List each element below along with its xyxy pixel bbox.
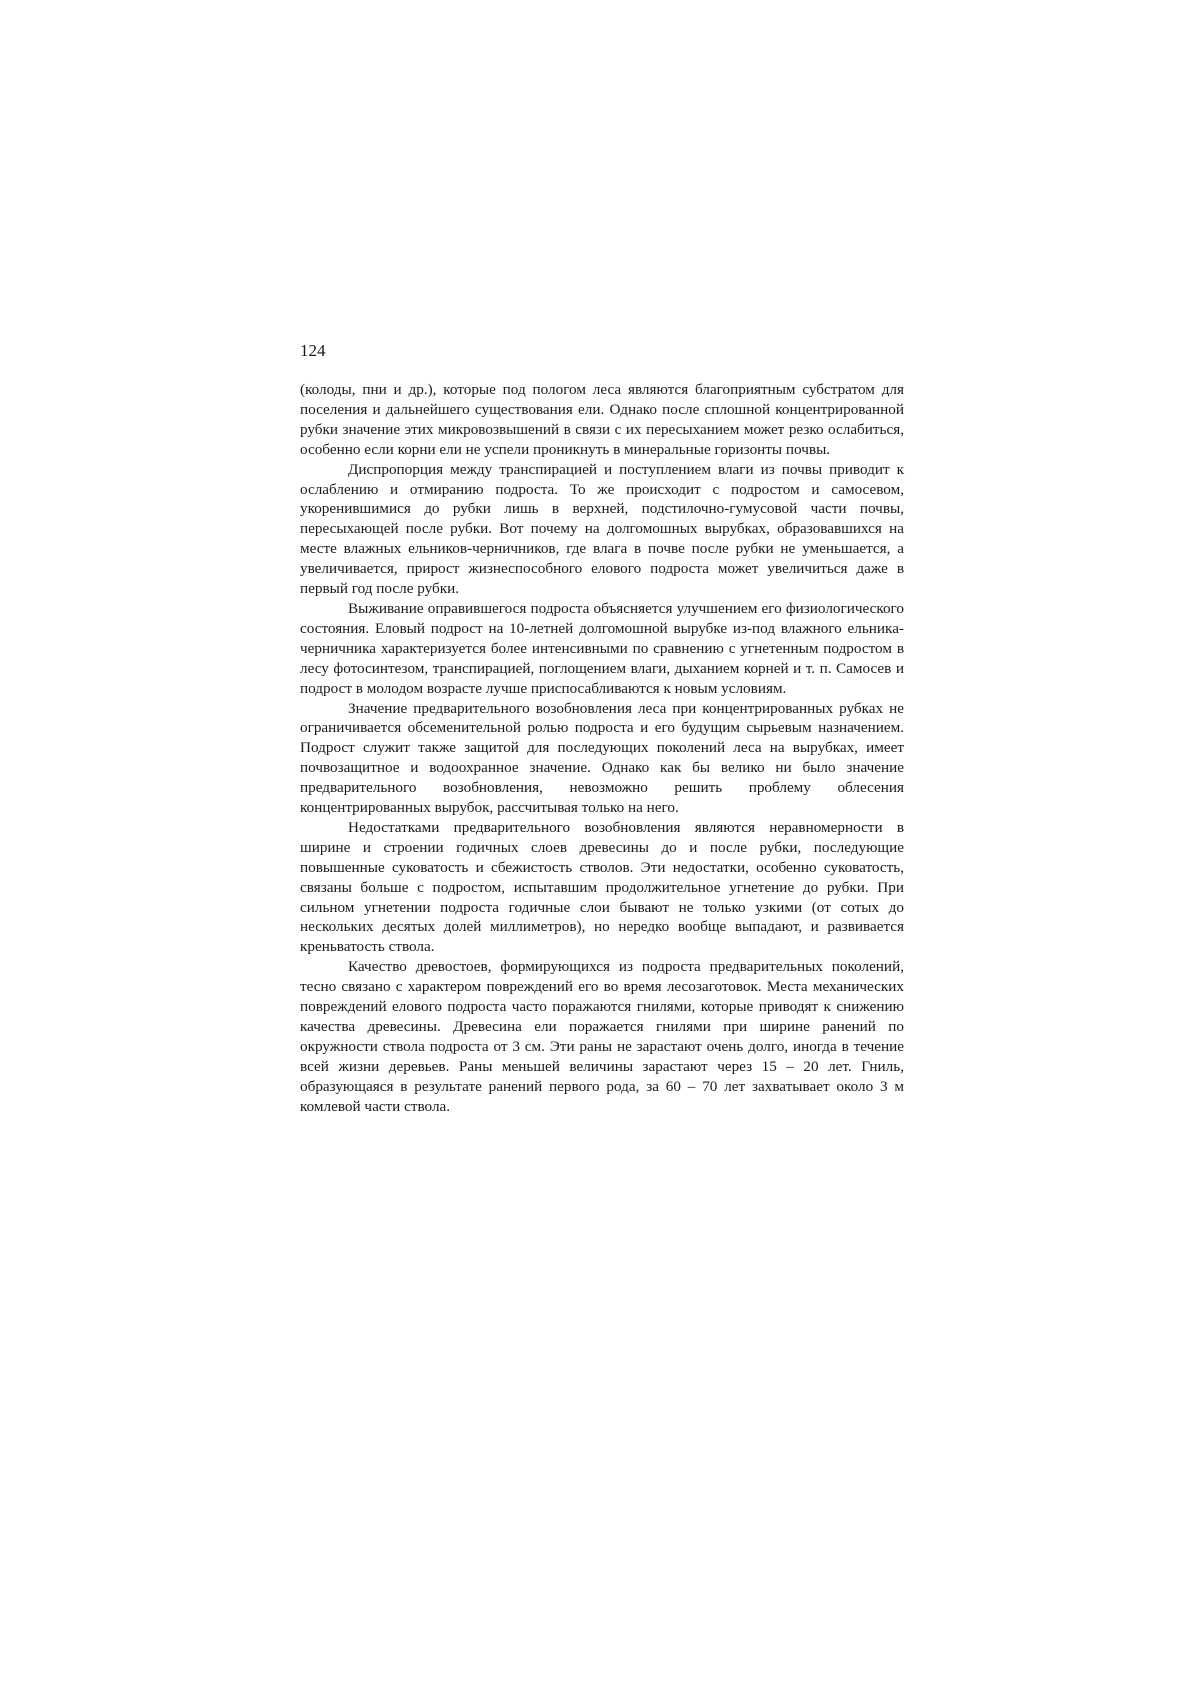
page-number: 124	[300, 341, 326, 360]
paragraph: Недостатками предварительного возобновления являются неравномерности в ширине и строении годичных слоев древесины до и после рубки, последующие повышенные суковатость и сбежистость стволов. Эти недостатки, особенно суковатость, связаны больше с подростом, испытавшим продолжительное угнетение до рубки. При сильном угнетении подроста годичные слои бывают не только узкими (от сотых до нескольких десятых долей миллиметров), но нередко вообще выпадают, и развивается креньватость ствола.	[300, 818, 904, 956]
text-block	[300, 340, 904, 1117]
paragraph-continued: (колоды, пни и др.), которые под пологом леса являются благоприятным субстратом для поселения и дальнейшего существования ели. Однако после сплошной концентрированной рубки значение этих микровозвышений в связи с их пересыханием может резко ослабиться, особенно если корни ели не успели проникнуть в минеральные горизонты почвы.	[300, 381, 904, 458]
paragraph: Значение предварительного возобновления леса при концентрированных рубках не ограничивается обсеменительной ролью подроста и его будущим сырьевым назначением. Подрост служит также защитой для последующих поколений леса на вырубках, имеет почвозащитное и водоохранное значение. Однако как бы велико ни было значение предварительного возобновления, невозможно решить проблему облесения концентрированных вырубок, рассчитывая только на него.	[300, 699, 904, 817]
paragraph: Качество древостоев, формирующихся из подроста предварительных поколений, тесно связано с характером повреждений его во время лесозаготовок. Места механических повреждений елового подроста часто поражаются гнилями, которые приводят к снижению качества древесины. Древесина ели поражается гнилями при ширине ранений по окружности ствола подроста от 3 см. Эти раны не зарастают очень долго, иногда в течение всей жизни деревьев. Раны меньшей величины зарастают через 15 – 20 лет. Гниль, образующаяся в результате ранений первого рода, за 60 – 70 лет захватывает около 3 м комлевой части ствола.	[300, 958, 904, 1115]
paragraph: Диспропорция между транспирацией и поступлением влаги из почвы приводит к ослаблению и отмиранию подроста. То же происходит с подростом и самосевом, укоренившимися до рубки лишь в верхней, подстилочно-гумусовой части почвы, пересыхающей после рубки. Вот почему на долгомошных вырубках, образовавшихся на месте влажных ельников-черничников, где влага в почве после рубки не уменьшается, а увеличивается, прирост жизнеспособного елового подроста может увеличиться даже в первый год после рубки.	[300, 460, 904, 598]
paragraph: Выживание оправившегося подроста объясняется улучшением его физиологического состояния. Еловый подрост на 10-летней долгомошной вырубке из-под влажного ельника-черничника характеризуется более интенсивными по сравнению с угнетенным подростом в лесу фотосинтезом, транспирацией, поглощением влаги, дыханием корней и т. п. Самосев и подрост в молодом возрасте лучше приспосабливаются к новым условиям.	[300, 599, 904, 697]
